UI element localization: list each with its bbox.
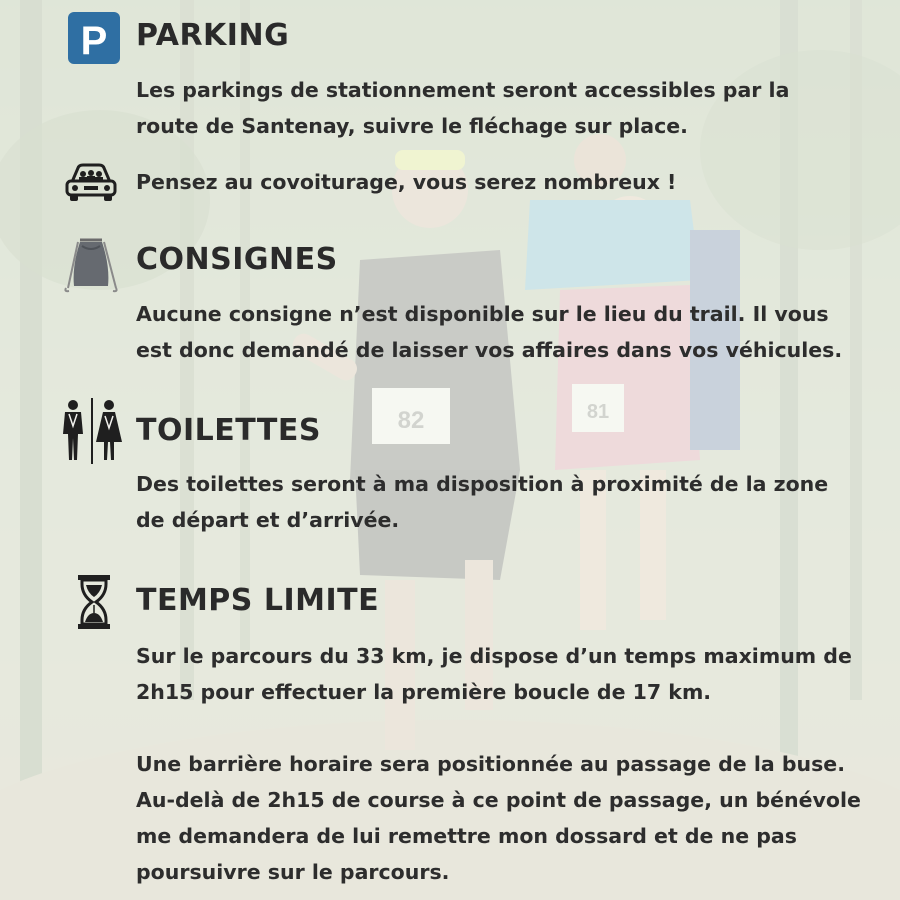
hourglass-icon [76, 575, 112, 629]
temps-limite-p1-line-1: Sur le parcours du 33 km, je dispose d’un temps maximum de [136, 644, 852, 668]
parking-sign-icon [68, 12, 120, 64]
parking-text-line-2: route de Santenay, suivre le fléchage sur place. [136, 114, 688, 138]
temps-limite-p2-line-4: poursuivre sur le parcours. [136, 860, 450, 884]
temps-limite-p2-line-3: me demandera de lui remettre mon dossard et de ne pas [136, 824, 797, 848]
toilettes-text-line-2: de départ et d’arrivée. [136, 508, 400, 532]
temps-limite-p1-line-2: 2h15 pour effectuer la première boucle de 17 km. [136, 680, 712, 704]
temps-limite-p2-line-1: Une barrière horaire sera positionnée au passage de la buse. [136, 752, 846, 776]
temps-limite-p2-line-2: Au-delà de 2h15 de course à ce point de passage, un bénévole [136, 788, 861, 812]
parking-text-line-1: Les parkings de stationnement seront accessibles par la [136, 78, 790, 102]
parking-title: PARKING [136, 18, 290, 53]
temps-limite-title: TEMPS LIMITE [136, 583, 380, 618]
consignes-text-line-2: est donc demandé de laisser vos affaires dans vos véhicules. [136, 338, 843, 362]
toilettes-title: TOILETTES [136, 413, 321, 448]
consignes-text-line-1: Aucune consigne n’est disponible sur le lieu du trail. Il vous [136, 302, 829, 326]
carpool-text: Pensez au covoiturage, vous serez nombreux ! [136, 170, 677, 194]
toilettes-text-line-1: Des toilettes seront à ma disposition à proximité de la zone [136, 472, 829, 496]
parking-sign-letter: P [80, 19, 108, 63]
toilet-man-woman-icon [60, 398, 124, 464]
carpool-car-icon [64, 160, 118, 204]
consignes-title: CONSIGNES [136, 242, 338, 277]
drawstring-bag-icon [60, 236, 122, 294]
